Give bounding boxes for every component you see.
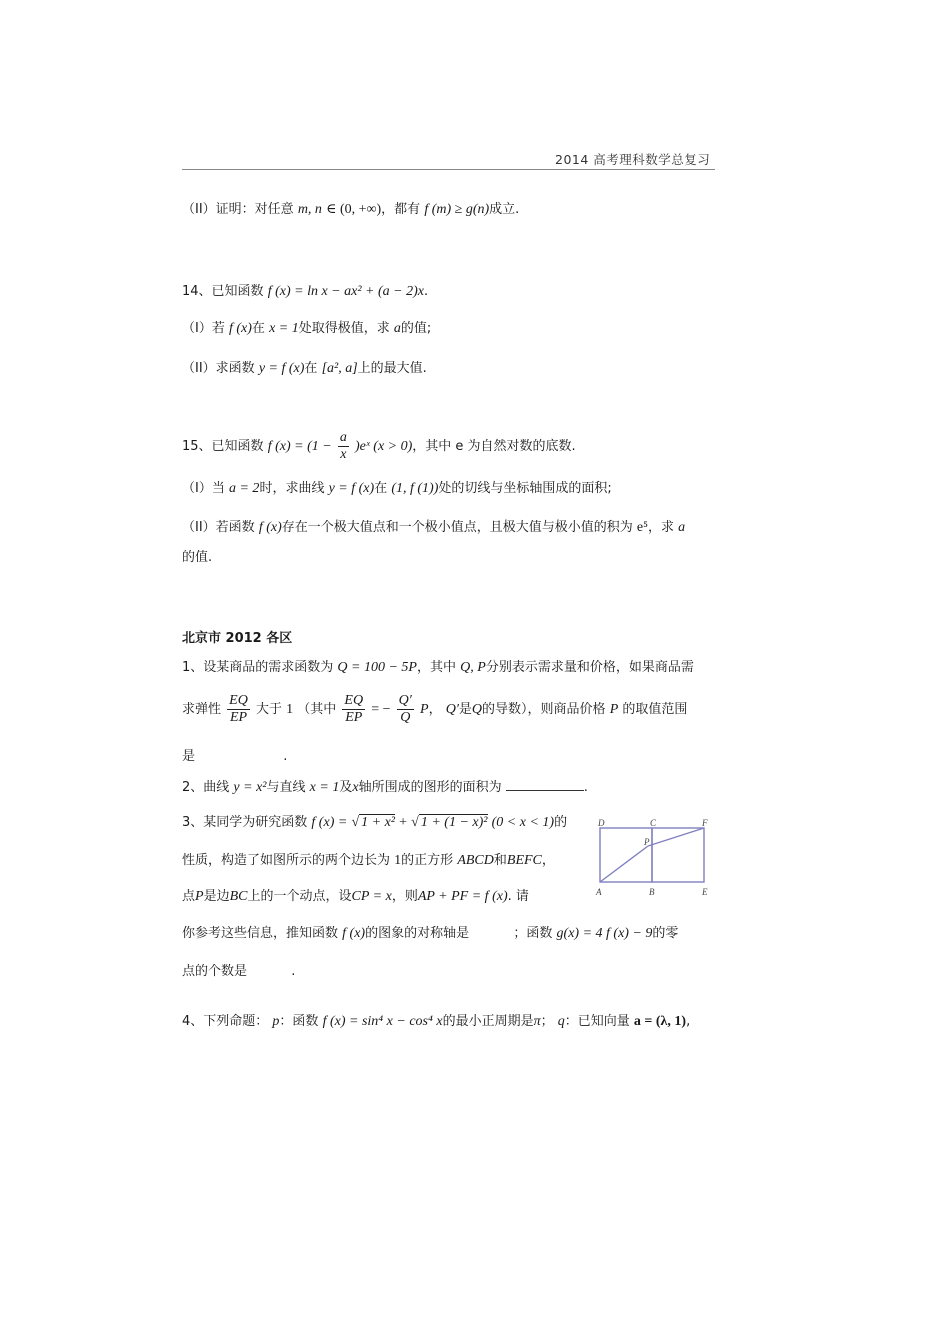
denominator: EP xyxy=(345,710,363,725)
text: 的正方形 xyxy=(401,853,454,868)
text: 性质，构造了如图所示的两个边长为 xyxy=(182,853,391,868)
fraction xyxy=(397,693,414,726)
text: 2、曲线 xyxy=(182,780,230,795)
math: f (x) xyxy=(258,520,282,535)
text: 及 xyxy=(339,780,353,795)
text: （I）若 xyxy=(182,321,225,336)
label-f: F xyxy=(702,818,708,828)
text: ，则 xyxy=(391,889,418,904)
math: f (m) ≥ g(n) xyxy=(424,202,490,217)
text: （II）求函数 xyxy=(182,361,255,376)
math: f (x) = xyxy=(311,815,348,830)
text: ，其中 e 为自然对数的底数. xyxy=(412,439,576,454)
math: Q xyxy=(471,702,483,717)
math: P xyxy=(420,702,429,717)
text: 是 xyxy=(182,749,196,764)
math: x xyxy=(352,780,359,795)
math: )eˣ (x > 0) xyxy=(354,439,413,454)
answer-blank xyxy=(506,778,584,791)
text: 上的一个动点，设 xyxy=(247,889,352,904)
text: 分别表示需求量和价格，如果商品需 xyxy=(485,660,694,675)
bj-problem-3-line-2 xyxy=(182,849,555,869)
bj-problem-1-line-3 xyxy=(182,745,287,764)
bj-problem-3-line-4 xyxy=(182,922,678,942)
math: + xyxy=(399,815,408,830)
text: ，都有 xyxy=(381,202,421,217)
math: a = 2 xyxy=(228,481,260,496)
page-header-title: 2014 高考理科数学总复习 xyxy=(555,152,711,167)
numerator: a xyxy=(339,430,347,445)
text: 处取得极值，求 xyxy=(298,321,390,336)
bj-problem-3-line-3 xyxy=(182,885,529,905)
math: = − xyxy=(371,702,391,717)
math: f (x) = sin⁴ x − cos⁴ x xyxy=(322,1014,443,1029)
math: q xyxy=(557,1014,565,1029)
text: , xyxy=(686,1014,691,1029)
math: Q = 100 − 5P xyxy=(337,660,417,675)
math: f (x) xyxy=(342,926,366,941)
math: x = 1 xyxy=(309,780,340,795)
math: AP + PF = f (x) xyxy=(417,889,508,904)
text: 大于 xyxy=(255,702,282,717)
text: . xyxy=(423,284,429,299)
text: 处的切线与坐标轴围成的面积; xyxy=(438,481,612,496)
text: 轴所围成的图形的面积为 xyxy=(358,780,502,795)
math: y = f (x) xyxy=(258,361,305,376)
text: 是边 xyxy=(203,889,230,904)
text: 在 xyxy=(251,321,265,336)
math: f (x) = ln x − ax² + (a − 2)x xyxy=(267,284,424,299)
problem-14-part-2 xyxy=(182,357,427,377)
bj-problem-1-line-1 xyxy=(182,656,694,676)
denominator: EP xyxy=(229,710,248,725)
numerator: EQ xyxy=(344,693,364,708)
label-c: C xyxy=(650,818,657,828)
bj-problem-1-line-2 xyxy=(182,693,687,726)
text: 存在一个极大值点和一个极小值点，且极大值与极小值的积为 xyxy=(281,520,633,535)
problem-15-part-2 xyxy=(182,516,685,536)
math: a xyxy=(678,520,686,535)
problem-15-part-2-end: 的值. xyxy=(182,550,213,565)
label-d: D xyxy=(598,818,605,828)
math: y = x² xyxy=(233,780,267,795)
problem-13-part-2 xyxy=(182,198,519,218)
text: 的零 xyxy=(652,926,679,941)
problem-15-statement xyxy=(182,430,576,463)
text: 的图象的对称轴是 xyxy=(365,926,470,941)
text: ：函数 xyxy=(279,1014,319,1029)
text: 你参考这些信息，推知函数 xyxy=(182,926,339,941)
math: P xyxy=(609,702,619,717)
math: ABCD xyxy=(457,853,494,868)
problem-14-statement xyxy=(182,280,428,300)
text: ； xyxy=(540,1014,554,1029)
text: 上的最大值. xyxy=(357,361,427,376)
text: 15、已知函数 xyxy=(182,439,264,454)
text: ， xyxy=(541,853,555,868)
text: （II）若函数 xyxy=(182,520,255,535)
text: . xyxy=(291,964,296,979)
label-e: E xyxy=(702,887,708,897)
radicand: 1 + (1 − x)² xyxy=(420,815,488,830)
text: （I）当 xyxy=(182,481,225,496)
label-b: B xyxy=(649,887,655,897)
math: CP = x xyxy=(351,889,392,904)
fraction xyxy=(342,693,365,726)
text: ， xyxy=(428,702,442,717)
text: 的 xyxy=(554,815,568,830)
bj-problem-3-line-1: 3、某同学为研究函数 f (x) = √ 1 + x² + √ 1 + (1 − x)² (0 < x < 1)的 xyxy=(182,815,568,830)
math: (0 < x < 1) xyxy=(491,815,555,830)
label-a: A xyxy=(596,887,602,897)
section-title: 北京市 2012 各区 xyxy=(182,631,293,646)
text: ，求 xyxy=(648,520,675,535)
math: y = f (x) xyxy=(328,481,375,496)
text: 点的个数是 xyxy=(182,964,248,979)
header-divider xyxy=(182,169,715,170)
squares-figure xyxy=(592,818,716,900)
text: ，其中 xyxy=(416,660,456,675)
numerator: Q′ xyxy=(398,693,412,708)
text: 的导数），则商品价格 xyxy=(482,702,606,717)
math: a xyxy=(393,321,401,336)
math: ∈ (0, +∞) xyxy=(326,202,382,217)
text: 的值; xyxy=(400,321,432,336)
math: (1, f (1)) xyxy=(391,481,439,496)
text: 在 xyxy=(374,481,388,496)
text: 的最小正周期是 xyxy=(442,1014,534,1029)
fraction xyxy=(227,693,250,726)
text: 14、已知函数 xyxy=(182,284,264,299)
text: ；函数 xyxy=(513,926,553,941)
text: 1、设某商品的需求函数为 xyxy=(182,660,334,675)
text: 与直线 xyxy=(266,780,306,795)
math: 1 xyxy=(394,853,402,868)
text: 在 xyxy=(304,361,318,376)
text: 4、下列命题： xyxy=(182,1014,269,1029)
math: Q′ xyxy=(445,702,459,717)
math: x = 1 xyxy=(269,321,299,336)
radicand: 1 + x² xyxy=(361,815,395,830)
text: . 请 xyxy=(507,889,529,904)
text: （其中 xyxy=(297,702,337,717)
denominator: x xyxy=(340,447,347,462)
math: BEFC xyxy=(506,853,542,868)
math: g(x) = 4 f (x) − 9 xyxy=(556,926,653,941)
text: （II）证明：对任意 xyxy=(182,202,294,217)
text: . xyxy=(283,749,288,764)
problem-14-part-1 xyxy=(182,317,431,337)
math: e⁵ xyxy=(636,520,649,535)
math: [a², a] xyxy=(321,361,358,376)
text: ：已知向量 xyxy=(564,1014,630,1029)
text: . xyxy=(583,780,588,795)
math: BC xyxy=(229,889,248,904)
math: Q, P xyxy=(460,660,486,675)
text: 求弹性 xyxy=(182,702,222,717)
text: 和 xyxy=(493,853,507,868)
math: P xyxy=(195,889,204,904)
bj-problem-3-line-5 xyxy=(182,960,295,979)
segment-ap xyxy=(600,846,648,882)
math: f (x) = (1 − xyxy=(267,439,332,454)
text: 的取值范围 xyxy=(622,702,688,717)
math: a = (λ, 1) xyxy=(633,1014,687,1029)
text: 是 xyxy=(458,702,472,717)
denominator: Q xyxy=(400,710,411,725)
text: 点 xyxy=(182,889,196,904)
bj-problem-4 xyxy=(182,1010,690,1030)
segment-pf xyxy=(648,828,704,846)
math: f (x) xyxy=(228,321,252,336)
text: 成立. xyxy=(489,202,520,217)
problem-15-part-1 xyxy=(182,477,612,497)
math: p xyxy=(272,1014,280,1029)
math: π xyxy=(533,1014,541,1029)
math: 1 xyxy=(286,702,294,717)
bj-problem-2 xyxy=(182,776,588,796)
text: 3、某同学为研究函数 xyxy=(182,815,308,830)
label-p: P xyxy=(644,837,650,847)
numerator: EQ xyxy=(229,693,248,708)
text: 时，求曲线 xyxy=(259,481,325,496)
fraction xyxy=(338,430,349,463)
math: m, n xyxy=(297,202,322,217)
